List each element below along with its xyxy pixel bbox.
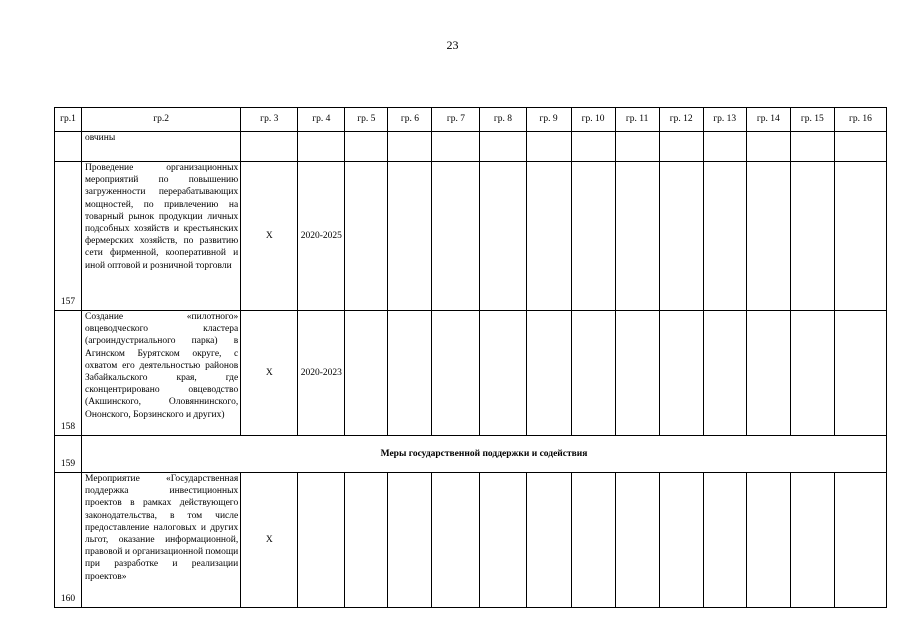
- column-header: гр. 13: [703, 108, 746, 132]
- column-header: гр. 5: [345, 108, 388, 132]
- row-col3: X: [241, 473, 298, 608]
- row-col4: [298, 132, 345, 162]
- column-header: гр. 11: [615, 108, 659, 132]
- row-col4: 2020-2023: [298, 311, 345, 436]
- column-header: гр. 12: [659, 108, 703, 132]
- column-header: гр. 9: [526, 108, 571, 132]
- page-number: 23: [446, 38, 459, 52]
- table-header-row: [55, 108, 887, 132]
- column-header: гр. 8: [480, 108, 526, 132]
- row-text: Мероприятие «Государственная поддержка инвестиционных проектов в рамках действующего законодательства, в том числе предоставление налоговых и других льгот, оказание информационной, правовой и организационной помощи при разработке и реализации проектов»: [82, 473, 241, 608]
- row-col3: X: [241, 162, 298, 311]
- section-title: Меры государственной поддержки и содействия: [82, 436, 887, 473]
- table-row: [55, 162, 887, 311]
- row-number: 160: [55, 473, 82, 608]
- column-header: гр. 3: [241, 108, 298, 132]
- column-header: гр.1: [55, 108, 82, 132]
- row-number: [55, 132, 82, 162]
- table-row: [55, 311, 887, 436]
- row-col3: [241, 132, 298, 162]
- row-col4: [298, 473, 345, 608]
- table-row: [55, 473, 887, 608]
- row-col4: 2020-2025: [298, 162, 345, 311]
- row-text: Проведение организационных мероприятий по повышению загруженности перерабатывающих мощностей, по привлечению на товарный рынок продукции личных подсобных хозяйств и крестьянских фермерских хозяйств, по развитию сети фирменной, кооперативной и иной оптовой и розничной торговли: [82, 162, 241, 311]
- column-header: гр.2: [82, 108, 241, 132]
- row-number: 159: [55, 436, 82, 473]
- row-number: 157: [55, 162, 82, 311]
- table-row: [55, 132, 887, 162]
- measures-table: [54, 107, 887, 608]
- column-header: гр. 16: [834, 108, 886, 132]
- column-header: гр. 6: [388, 108, 432, 132]
- row-col3: X: [241, 311, 298, 436]
- row-text: Создание «пилотного» овцеводческого кластера (агроиндустриального парка) в Агинском Бурятском округе, с охватом его деятельностью районов Забайкальского края, где сконцентрировано овцеводство (Акшинского, Оловяннинского, Ононского, Борзинского и других): [82, 311, 241, 436]
- column-header: гр. 14: [746, 108, 790, 132]
- row-text: овчины: [82, 132, 241, 162]
- column-header: гр. 15: [790, 108, 834, 132]
- column-header: гр. 4: [298, 108, 345, 132]
- column-header: гр. 7: [432, 108, 480, 132]
- column-header: гр. 10: [571, 108, 615, 132]
- section-row: [55, 436, 887, 473]
- row-number: 158: [55, 311, 82, 436]
